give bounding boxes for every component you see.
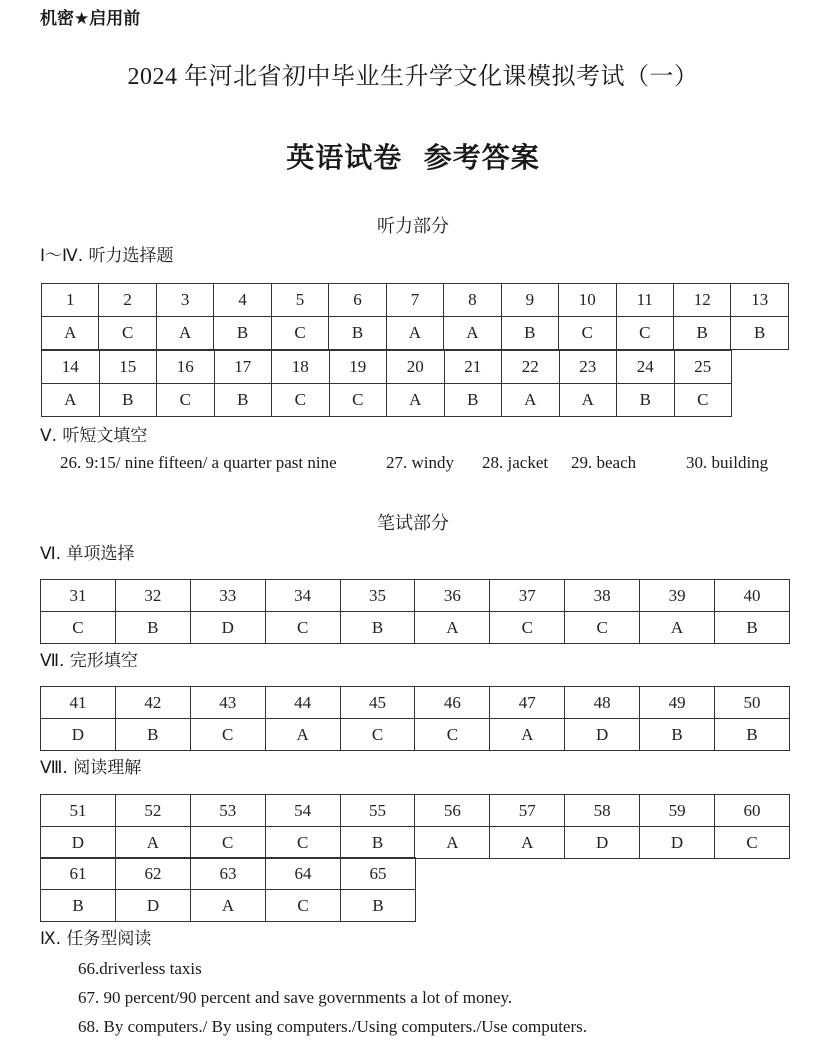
question-number-cell: 37	[490, 580, 565, 612]
question-number-cell: 32	[115, 580, 190, 612]
question-number-cell: 57	[490, 795, 565, 827]
answer-cell: C	[157, 384, 215, 417]
fill-answer-30: 30. building	[686, 453, 769, 472]
answer-cell: B	[617, 384, 675, 417]
answer-cell: D	[41, 827, 116, 859]
task-answer-66: 66.driverless taxis	[78, 959, 202, 978]
question-number-cell: 64	[266, 858, 341, 890]
answer-cell: C	[190, 827, 265, 859]
answer-cell: B	[444, 384, 502, 417]
question-number-cell: 10	[559, 284, 616, 317]
question-number-cell: 36	[415, 580, 490, 612]
question-number-cell: 40	[715, 580, 790, 612]
answer-table-reading-1	[40, 794, 790, 859]
answer-cell: A	[502, 384, 560, 417]
question-number-cell: 20	[387, 351, 445, 384]
section-heading-single-choice: Ⅵ. 单项选择	[40, 544, 135, 564]
question-number-cell: 43	[190, 687, 265, 719]
answer-cell: D	[565, 719, 640, 751]
question-number-cell: 58	[565, 795, 640, 827]
answer-cell: A	[490, 827, 565, 859]
answer-cell: A	[559, 384, 617, 417]
section-heading-task-reading: Ⅸ. 任务型阅读	[40, 929, 152, 949]
section-heading-listening-choice: Ⅰ～Ⅳ. 听力选择题	[40, 246, 174, 266]
answer-cell: B	[640, 719, 715, 751]
answer-cell: B	[115, 719, 190, 751]
answer-cell: D	[565, 827, 640, 859]
answer-cell: C	[616, 317, 673, 350]
answer-cell: B	[715, 719, 790, 751]
question-number-cell: 2	[99, 284, 156, 317]
answer-cell: B	[715, 612, 790, 644]
question-number-cell: 22	[502, 351, 560, 384]
answer-table-single-choice	[40, 579, 790, 644]
question-number-cell: 60	[715, 795, 790, 827]
answer-cell: C	[559, 317, 616, 350]
answer-cell: C	[272, 384, 330, 417]
answer-cell: A	[444, 317, 501, 350]
question-number-cell: 41	[41, 687, 116, 719]
question-number-cell: 55	[340, 795, 415, 827]
question-number-cell: 15	[99, 351, 157, 384]
answer-cell: D	[41, 719, 116, 751]
answer-cell: C	[265, 612, 340, 644]
question-number-cell: 65	[341, 858, 416, 890]
answer-cell: C	[490, 612, 565, 644]
answer-cell: A	[386, 317, 443, 350]
answer-cell: A	[490, 719, 565, 751]
question-number-cell: 61	[41, 858, 116, 890]
answer-cell: B	[731, 317, 789, 350]
answer-table-listening-1	[41, 283, 789, 350]
question-number-cell: 16	[157, 351, 215, 384]
question-number-cell: 42	[115, 687, 190, 719]
question-number-cell: 45	[340, 687, 415, 719]
answer-cell: C	[715, 827, 790, 859]
question-number-cell: 3	[156, 284, 213, 317]
answer-cell: A	[640, 612, 715, 644]
answer-cell: C	[415, 719, 490, 751]
question-number-cell: 46	[415, 687, 490, 719]
answer-cell: B	[329, 317, 386, 350]
question-number-cell: 51	[41, 795, 116, 827]
question-number-cell: 6	[329, 284, 386, 317]
question-number-cell: 49	[640, 687, 715, 719]
exam-title: 2024 年河北省初中毕业生升学文化课模拟考试（一）	[127, 64, 699, 90]
question-number-cell: 54	[265, 795, 340, 827]
answer-table-listening-2	[41, 350, 732, 417]
answer-cell: A	[415, 827, 490, 859]
question-number-cell: 9	[501, 284, 558, 317]
answer-cell: C	[41, 612, 116, 644]
answer-cell: A	[115, 827, 190, 859]
question-number-cell: 19	[329, 351, 387, 384]
question-number-cell: 63	[191, 858, 266, 890]
answer-cell: B	[673, 317, 730, 350]
question-number-cell: 56	[415, 795, 490, 827]
written-part-title: 笔试部分	[377, 513, 449, 534]
question-number-cell: 47	[490, 687, 565, 719]
question-number-cell: 52	[115, 795, 190, 827]
answer-cell: A	[42, 317, 99, 350]
answer-cell: B	[340, 827, 415, 859]
answer-cell: D	[116, 890, 191, 922]
section-heading-cloze: Ⅶ. 完形填空	[40, 651, 138, 671]
answer-cell: C	[271, 317, 328, 350]
question-number-cell: 13	[731, 284, 789, 317]
fill-answer-27: 27. windy	[386, 453, 454, 472]
question-number-cell: 62	[116, 858, 191, 890]
answer-cell: B	[501, 317, 558, 350]
answer-cell: D	[190, 612, 265, 644]
question-number-cell: 4	[214, 284, 271, 317]
answer-table-cloze	[40, 686, 790, 751]
answer-cell: B	[115, 612, 190, 644]
answer-cell: C	[340, 719, 415, 751]
answer-cell: A	[42, 384, 100, 417]
question-number-cell: 59	[640, 795, 715, 827]
question-number-cell: 1	[42, 284, 99, 317]
question-number-cell: 25	[674, 351, 732, 384]
question-number-cell: 18	[272, 351, 330, 384]
question-number-cell: 34	[265, 580, 340, 612]
question-number-cell: 39	[640, 580, 715, 612]
task-answer-68: 68. By computers./ By using computers./Using computers./Use computers.	[78, 1017, 587, 1036]
answer-cell: C	[329, 384, 387, 417]
answer-cell: C	[190, 719, 265, 751]
answer-cell: B	[99, 384, 157, 417]
question-number-cell: 17	[214, 351, 272, 384]
task-answer-67: 67. 90 percent/90 percent and save governments a lot of money.	[78, 988, 513, 1007]
question-number-cell: 48	[565, 687, 640, 719]
answer-cell: B	[341, 890, 416, 922]
question-number-cell: 21	[444, 351, 502, 384]
fill-answer-28: 28. jacket	[482, 453, 549, 472]
question-number-cell: 35	[340, 580, 415, 612]
answer-cell: A	[191, 890, 266, 922]
answer-cell: C	[674, 384, 732, 417]
fill-answer-26: 26. 9:15/ nine fifteen/ a quarter past nine	[60, 453, 337, 472]
question-number-cell: 33	[190, 580, 265, 612]
fill-answer-29: 29. beach	[571, 453, 637, 472]
listening-part-title: 听力部分	[377, 216, 449, 237]
question-number-cell: 11	[616, 284, 673, 317]
question-number-cell: 44	[265, 687, 340, 719]
answer-key-title: 英语试卷 参考答案	[286, 141, 540, 174]
question-number-cell: 31	[41, 580, 116, 612]
section-heading-listening-fill: Ⅴ. 听短文填空	[40, 426, 148, 446]
answer-table-reading-2	[40, 857, 416, 922]
answer-cell: A	[265, 719, 340, 751]
answer-cell: B	[340, 612, 415, 644]
answer-cell: A	[415, 612, 490, 644]
answer-cell: C	[99, 317, 156, 350]
question-number-cell: 12	[673, 284, 730, 317]
answer-cell: B	[214, 384, 272, 417]
question-number-cell: 7	[386, 284, 443, 317]
question-number-cell: 50	[715, 687, 790, 719]
answer-cell: B	[41, 890, 116, 922]
answer-cell: C	[565, 612, 640, 644]
answer-cell: A	[387, 384, 445, 417]
question-number-cell: 24	[617, 351, 675, 384]
answer-cell: C	[265, 827, 340, 859]
question-number-cell: 38	[565, 580, 640, 612]
question-number-cell: 8	[444, 284, 501, 317]
question-number-cell: 14	[42, 351, 100, 384]
answer-cell: C	[266, 890, 341, 922]
question-number-cell: 53	[190, 795, 265, 827]
section-heading-reading: Ⅷ. 阅读理解	[40, 758, 142, 778]
answer-cell: A	[156, 317, 213, 350]
question-number-cell: 5	[271, 284, 328, 317]
confidential-label: 机密★启用前	[40, 9, 141, 29]
answer-cell: D	[640, 827, 715, 859]
question-number-cell: 23	[559, 351, 617, 384]
answer-cell: B	[214, 317, 271, 350]
